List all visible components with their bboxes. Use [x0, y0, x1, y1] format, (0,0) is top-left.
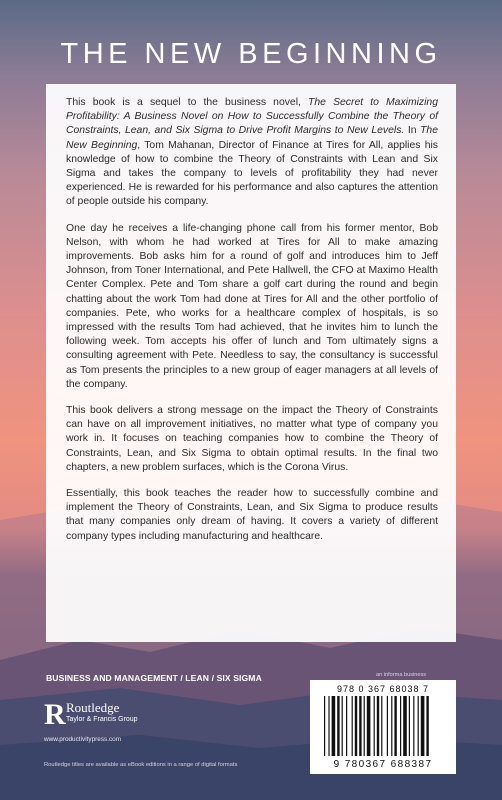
- barcode-bar: [421, 696, 425, 756]
- barcode-bar: [364, 696, 365, 756]
- barcode-bar: [332, 696, 336, 756]
- publisher-logo: [44, 698, 204, 746]
- barcode-bar: [426, 696, 428, 756]
- barcode-bar: [409, 696, 410, 756]
- barcode-bar: [400, 696, 401, 756]
- imprint-text: an informa business: [376, 672, 427, 678]
- subject-category: BUSINESS AND MANAGEMENT / LEAN / SIX SIGMA: [46, 673, 262, 683]
- barcode-bar: [355, 696, 357, 756]
- barcode-bar: [352, 696, 353, 756]
- barcode-bar: [374, 696, 375, 756]
- blurb-paragraph-2: One day he receives a life-changing phone call from his former mentor, Bob Nelson, with whom he had worked at Tires for All to make amazing improvements. Bob asks him for a round of golf and introduces him to Jeff Johnson, from Toner International, and Pete Hallwell, the CFO at Maximo Health Center Complex. Pete and Tom share a golf cart during the round and begin chatting about the work Tom had done at Tires for All and the other portfolio of companies. Pete, who works for a healthcare complex of hospitals, is so impressed with the results Tom had achieved, that he invites him to lunch the following week. Tom accepts his offer of lunch and Tom ultimately signs a consulting agreement with Pete. Needless to say, the consultancy is successful as Tom presents the principles to a new group of eager managers at all levels of the company.: [66, 222, 438, 390]
- isbn-top-text: 978 0 367 68038 7: [336, 684, 430, 694]
- barcode-bars: [324, 696, 442, 758]
- book-title: THE NEW BEGINNING: [60, 38, 442, 70]
- barcode-bar: [367, 696, 371, 756]
- isbn-barcode: [310, 680, 456, 774]
- barcode-bar: [381, 696, 382, 756]
- barcode-bar: [403, 696, 407, 756]
- ebook-note: Routledge titles are available as eBook editions in a range of digital formats: [44, 762, 238, 768]
- barcode-bar: [324, 696, 325, 756]
- barcode-bar: [377, 696, 379, 756]
- barcode-bar: [391, 696, 392, 756]
- barcode-bar: [359, 696, 361, 756]
- barcode-bar: [418, 696, 419, 756]
- barcode-bar: [413, 696, 414, 756]
- publisher-group: Taylor & Francis Group: [66, 716, 138, 723]
- isbn-bottom-text: 9 780367 688387: [333, 759, 433, 770]
- publisher-url: www.productivitypress.com: [44, 736, 122, 743]
- blurb-panel: [46, 84, 456, 642]
- blurb-paragraph-1: This book is a sequel to the business novel, The Secret to Maximizing Profitability: A Business Novel on How to Successfully Combine the Theory of Constraints, Lean, and Six Sigma to Drive Profit Margins to New Levels. In The New Beginning, Tom Mahanan, Director of Finance at Tires for All, applies his knowledge of how to combine the Theory of Constraints with Lean and Six Sigma and takes the company to levels of profitability they had never experienced. He is rewarded for his performance and also captures the attention of people outside his company.: [66, 97, 438, 208]
- blurb-paragraph-4: Essentially, this book teaches the reader how to successfully combine and implement the Theory of Constraints, Lean, and Six Sigma to produce results that many companies only dream of having. It covers a variety of different company types including manufacturing and healthcare.: [66, 488, 438, 542]
- barcode-bar: [342, 696, 343, 756]
- barcode-bar: [387, 696, 388, 756]
- routledge-logo-icon: R: [44, 698, 66, 731]
- barcode-bar: [337, 696, 339, 756]
- barcode-bar: [346, 696, 347, 756]
- blurb-paragraph-3: This book delivers a strong message on the impact the Theory of Constraints can have on all improvement initiatives, no matter what type of company you work in. It focuses on teaching companies how to combine the Theory of Constraints, Lean, and Six Sigma to obtain optimal results. In the final two chapters, a new problem surfaces, which is the Corona Virus.: [66, 405, 438, 473]
- barcode-bar: [328, 696, 329, 756]
- barcode-bar: [394, 696, 396, 756]
- publisher-name: Routledge: [66, 700, 120, 715]
